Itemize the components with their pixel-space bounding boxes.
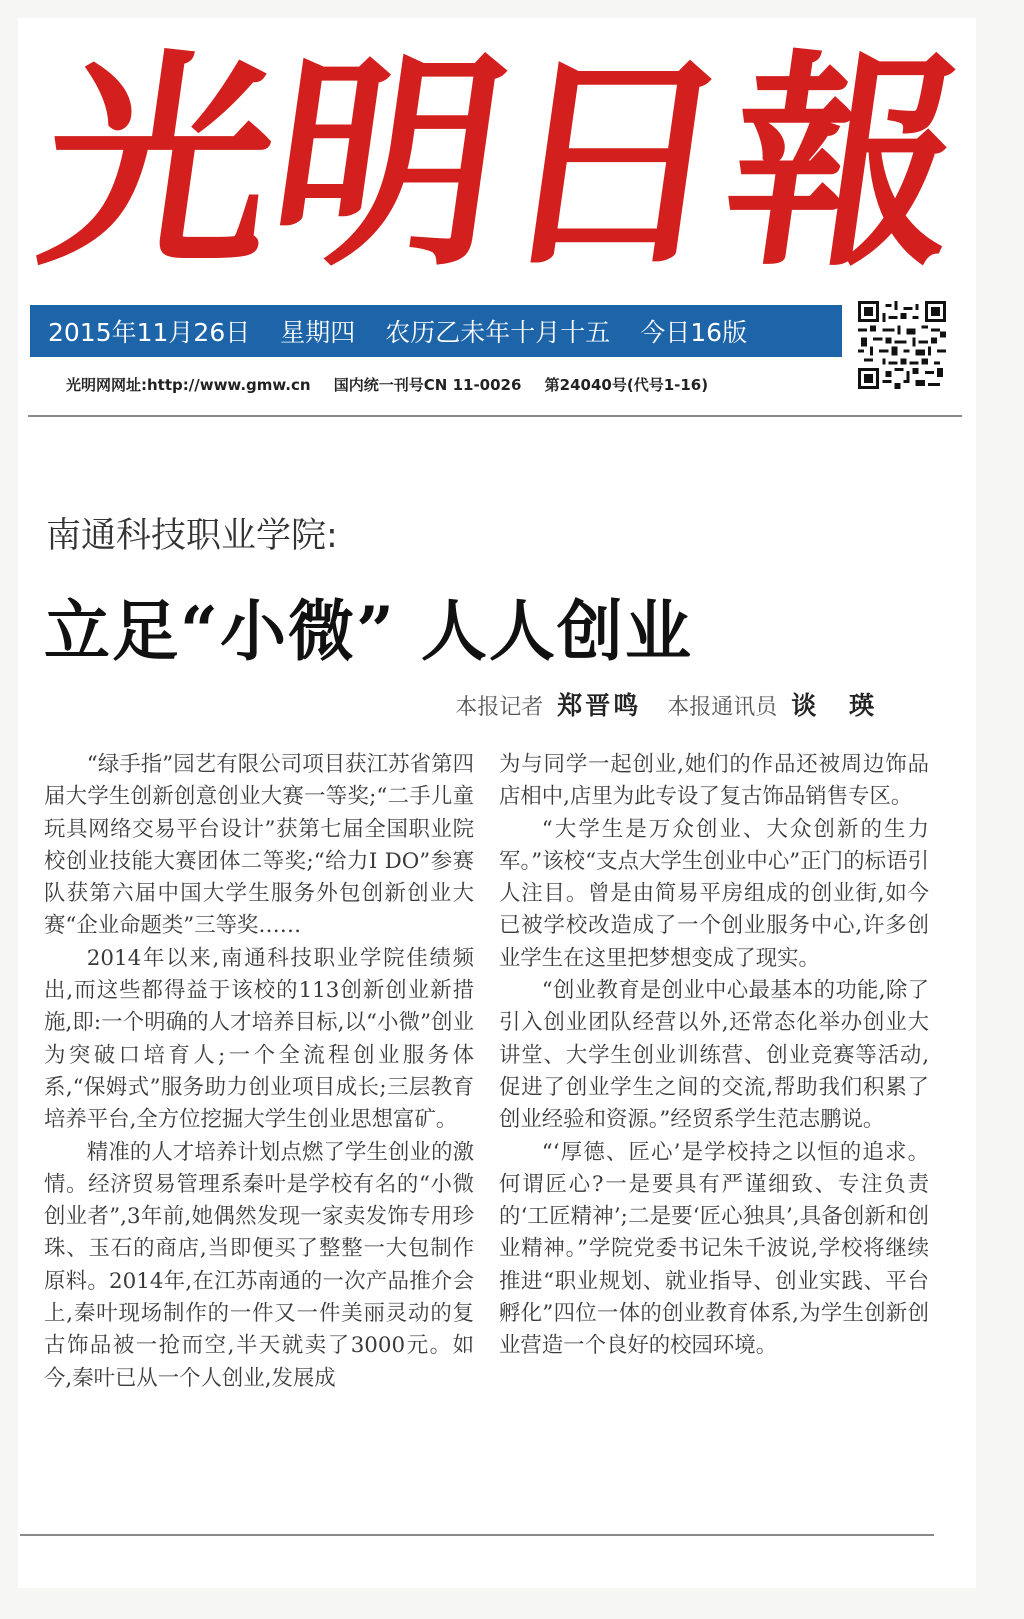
issue-number: 第24040号(代号1-16) [544,376,709,394]
article-headline: 立足“小微” 人人创业 [44,592,693,670]
article-paragraph: 精准的人才培养计划点燃了学生创业的激情。经济贸易管理系秦叶是学校有名的“小微创业者”,3年前,她偶然发现一家卖发饰专用珍珠、玉石的商店,当即便买了整整一大包制作原料。2014年,在江苏南通的一次产品推介会上,秦叶现场制作的一件又一件美丽灵动的复古饰品被一抢而空,半天就卖了3000元。如今,秦叶已从一个人创业,发展成 [44,1139,474,1391]
correspondent-name: 谈 瑛 [791,691,886,720]
masthead-info-line [66,374,846,395]
article-byline [455,686,886,722]
article-paragraph: “大学生是万众创业、大众创新的生力军。”该校“支点大学生创业中心”正门的标语引人注目。曾是由简易平房组成的创业街,如今已被学校改造成了一个创业服务中心,许多创业学生在这里把梦想变成了现实。 [499,816,929,971]
page-count: 今日16版 [640,318,748,347]
logo-char: 光 [27,29,293,297]
website-url: 光明网网址:http://www.gmw.cn [66,376,311,394]
issue-weekday: 星期四 [280,318,356,347]
lunar-date: 农历乙未年十月十五 [385,318,611,347]
article-paragraph-continued: 为与同学一起创业,她们的作品还被周边饰品店相中,店里为此专设了复古饰品销售专区。 [499,752,929,810]
issue-date: 2015年11月26日 [48,318,251,347]
article-paragraph: “‘厚德、匠心’是学校持之以恒的追求。何谓匠心?一是要具有严谨细致、专注负责的‘工匠精神’;二是要‘匠心独具’,具备创新和创业精神。”学院党委书记朱千波说,学校将继续推进“职业规划、就业指导、创业实践、平台孵化”四位一体的创业教育体系,为学生创新创业营造一个良好的校园环境。 [499,1139,929,1359]
masthead-logo [27,28,977,298]
article-column-right [499,749,929,1363]
page-bottom-divider [20,1534,934,1536]
newspaper-page [18,18,976,1588]
dateline-bar [30,305,842,357]
qr-code-icon [858,301,946,389]
reporter-label: 本报记者 [455,695,544,720]
article-paragraph: 2014年以来,南通科技职业学院佳绩频出,而这些都得益于该校的113创新创业新措施,即:一个明确的人才培养目标,以“小微”创业为突破口培育人;一个全流程创业服务体系,“保姆式”服务助力创业项目成长;三层教育培养平台,全方位挖掘大学生创业思想富矿。 [44,945,474,1133]
article-kicker: 南通科技职业学院: [46,516,338,556]
logo-char: 明 [255,29,521,297]
correspondent-label: 本报通讯员 [667,695,778,720]
reporter-name: 郑晋鸣 [557,691,642,720]
logo-char: 日 [483,29,749,297]
logo-char: 報 [711,29,977,297]
issn-number: 国内统一刊号CN 11-0026 [333,376,522,394]
article-paragraph: “创业教育是创业中心最基本的功能,除了引入创业团队经营以外,还常态化举办创业大讲堂、大学生创业训练营、创业竞赛等活动,促进了创业学生之间的交流,帮助我们积累了创业经验和资源。”经贸系学生范志鹏说。 [499,978,929,1133]
masthead-divider [28,415,962,417]
article-column-left [44,749,474,1395]
article-paragraph: “绿手指”园艺有限公司项目获江苏省第四届大学生创新创意创业大赛一等奖;“二手儿童玩具网络交易平台设计”获第七届全国职业院校创业技能大赛团体二等奖;“给力I DO”参赛队获第六届中国大学生服务外包创新创业大赛“企业命题类”三等奖…… [44,752,474,939]
